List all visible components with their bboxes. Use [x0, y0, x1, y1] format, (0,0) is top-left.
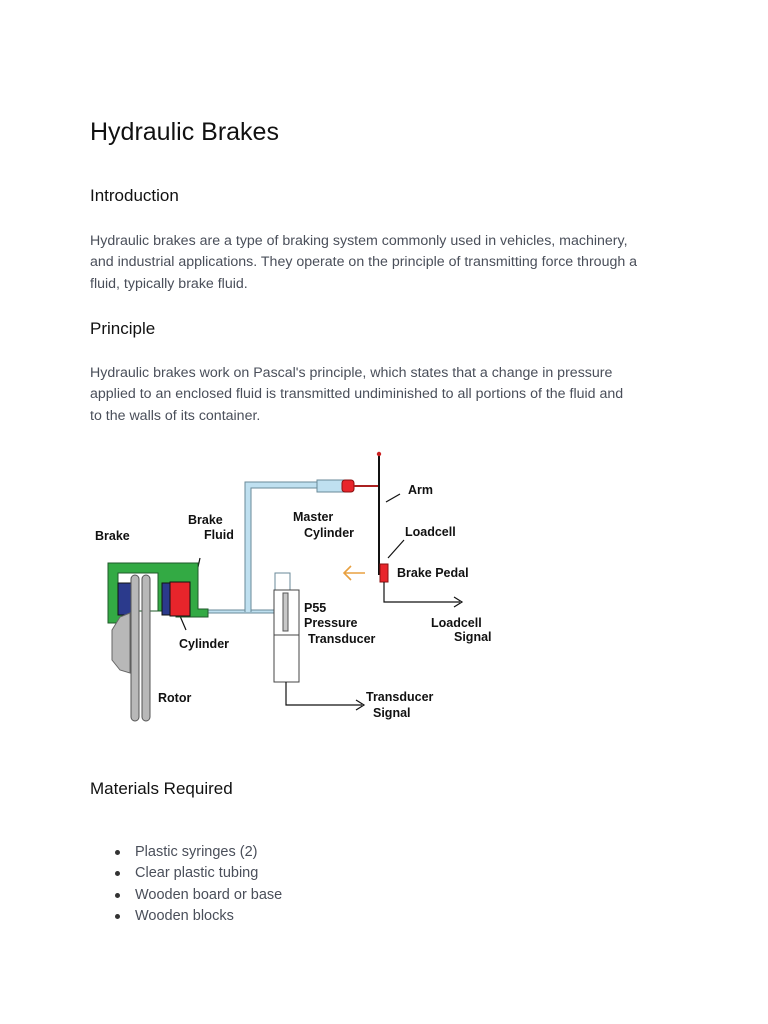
arm-leader: [386, 494, 400, 502]
materials-list: [90, 842, 282, 927]
list-item: Plastic syringes (2): [90, 842, 282, 863]
principle-line: applied to an enclosed fluid is transmitted undiminished to all portions of the fluid and: [90, 386, 624, 403]
principle-line: Hydraulic brakes work on Pascal's principle, which states that a change in pressure: [90, 365, 613, 381]
brake-pad-left: [118, 583, 131, 615]
rotor-disc-left: [131, 575, 139, 721]
pressure-transducer-label: Transducer: [308, 632, 376, 646]
master-cylinder-piston: [342, 480, 354, 492]
loadcell-leader: [388, 540, 404, 558]
brake-fluid-label: Brake: [188, 513, 223, 527]
master-cylinder-label: Cylinder: [304, 526, 355, 540]
page-title: Hydraulic Brakes: [90, 118, 279, 146]
arm-pivot: [377, 452, 381, 456]
master-cylinder-label: Master: [293, 510, 334, 524]
brake-pedal-label: Brake Pedal: [397, 566, 469, 580]
pressure-transducer-label: P55: [304, 601, 327, 615]
transducer-signal-label: Transducer: [366, 690, 434, 704]
introduction-line: and industrial applications. They operate on the principle of transmitting force through a: [90, 254, 638, 271]
brake-label: Brake: [95, 529, 130, 543]
introduction-line: fluid, typically brake fluid.: [90, 275, 248, 292]
principle-heading: Principle: [90, 319, 156, 338]
list-item: Clear plastic tubing: [90, 863, 282, 884]
list-item: Wooden board or base: [90, 885, 282, 906]
introduction-paragraph: [90, 231, 690, 295]
principle-line: to the walls of its container.: [90, 407, 261, 424]
brake-pedal-block: [380, 564, 388, 582]
loadcell-signal-label: Signal: [454, 630, 492, 644]
list-item: Wooden blocks: [90, 906, 282, 927]
rotor-disc-right: [142, 575, 150, 721]
transducer-sensor: [283, 593, 288, 631]
introduction-heading: Introduction: [90, 186, 179, 205]
brake-pad-right: [162, 583, 170, 615]
materials-heading: Materials Required: [90, 779, 233, 798]
cylinder-label: Cylinder: [179, 637, 230, 651]
arm-label: Arm: [408, 483, 434, 497]
caliper-piston: [170, 582, 190, 616]
pedal-direction-arrow: [344, 566, 365, 580]
transducer-signal-line: [286, 682, 362, 705]
hydraulic-brake-diagram: [90, 445, 510, 730]
cylinder-leader: [180, 616, 186, 630]
loadcell-label: Loadcell: [405, 525, 456, 539]
introduction-line: Hydraulic brakes are a type of braking system commonly used in vehicles, machinery,: [90, 233, 628, 249]
brake-fluid-label: Fluid: [204, 528, 234, 542]
fluid-line-horizontal: [200, 610, 275, 613]
transducer-signal-label: Signal: [373, 706, 411, 720]
pressure-transducer-label: Pressure: [304, 616, 358, 630]
principle-paragraph: [90, 363, 690, 427]
loadcell-signal-label: Loadcell: [431, 616, 482, 630]
rotor-label: Rotor: [158, 691, 192, 705]
loadcell-signal-line: [384, 582, 460, 602]
